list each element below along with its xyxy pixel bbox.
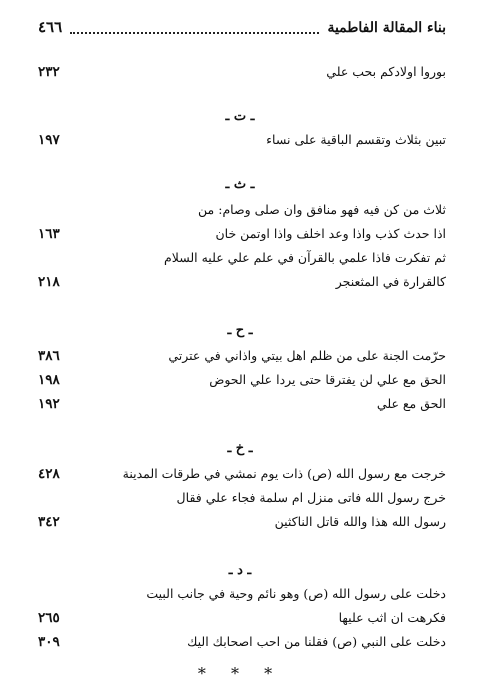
index-entry — [38, 584, 446, 604]
index-entry — [38, 370, 446, 390]
index-entry — [38, 608, 446, 628]
entry-text: رسول الله هذا والله قاتل الناكثين — [274, 514, 446, 529]
entry-page-ref: ١٩٢ — [38, 396, 60, 412]
section-letter: ـ ث ـ — [225, 177, 255, 192]
index-entry — [38, 488, 446, 508]
entry-text: خرجت مع رسول الله (ص) ذات يوم نمشي في طرقات المدينة — [122, 466, 446, 481]
entry-text: دخلت على رسول الله (ص) وهو نائم وحية في جانب البيت — [146, 586, 446, 601]
dotted-leader — [70, 31, 319, 34]
running-title: بناء المقالة الفاطمية — [327, 20, 446, 36]
entry-page-ref: ١٩٧ — [38, 132, 60, 148]
entry-text: دخلت على النبي (ص) فقلنا من احب اصحابك اليك — [187, 634, 446, 649]
entry-text: الحق مع علي — [376, 396, 446, 411]
entry-text: اذا حدث كذب واذا وعد اخلف واذا اوتمن خان — [215, 226, 446, 241]
entry-page-ref: ٣٠٩ — [38, 634, 60, 650]
running-header — [38, 18, 446, 42]
section-letter: ـ ح ـ — [227, 323, 253, 338]
index-entry — [38, 632, 446, 652]
index-entry — [38, 200, 446, 220]
section-letter: ـ خ ـ — [227, 441, 253, 456]
entry-page-ref: ٢٣٢ — [38, 64, 60, 80]
index-entry — [38, 272, 446, 292]
entry-page-ref: ٢٦٥ — [38, 610, 60, 626]
entry-text: حرّمت الجنة على من ظلم اهل بيتي واذاني في عترتي — [168, 348, 446, 363]
index-entry — [38, 130, 446, 150]
section-letter: ـ ت ـ — [225, 109, 255, 124]
entry-text: ثلاث من كن فيه فهو منافق وان صلى وصام: من — [198, 202, 446, 217]
entry-text: تبين بثلاث وتقسم الباقية على نساء — [266, 132, 446, 147]
entry-text: بوروا اولادكم بحب علي — [326, 64, 446, 79]
entry-text: فكرهت ان اثب عليها — [338, 610, 446, 625]
page-number: ٤٦٦ — [38, 18, 63, 36]
section-letter: ـ د ـ — [228, 563, 252, 578]
entry-page-ref: ٣٨٦ — [38, 348, 60, 364]
index-entry — [38, 394, 446, 414]
entry-page-ref: ٢١٨ — [38, 274, 60, 290]
entry-text: خرج رسول الله فاتى منزل ام سلمة فجاء علي فقال — [176, 490, 446, 505]
index-entry — [38, 464, 446, 484]
entry-text: الحق مع علي لن يفترقا حتى يردا علي الحوض — [209, 372, 446, 387]
entry-text: ثم تفكرت فاذا علمي بالقرآن في علم علي عليه السلام — [164, 250, 446, 265]
entry-text: كالقرارة في المثعنجر — [335, 274, 446, 289]
index-entry — [38, 224, 446, 244]
entry-page-ref: ١٦٣ — [38, 226, 60, 242]
entry-page-ref: ١٩٨ — [38, 372, 60, 388]
index-entry — [38, 62, 446, 82]
index-entry — [38, 512, 446, 532]
end-ornament: * * * — [197, 664, 283, 683]
entry-page-ref: ٤٢٨ — [38, 466, 60, 482]
index-entry — [38, 248, 446, 268]
index-entry — [38, 346, 446, 366]
entry-page-ref: ٣٤٢ — [38, 514, 60, 530]
